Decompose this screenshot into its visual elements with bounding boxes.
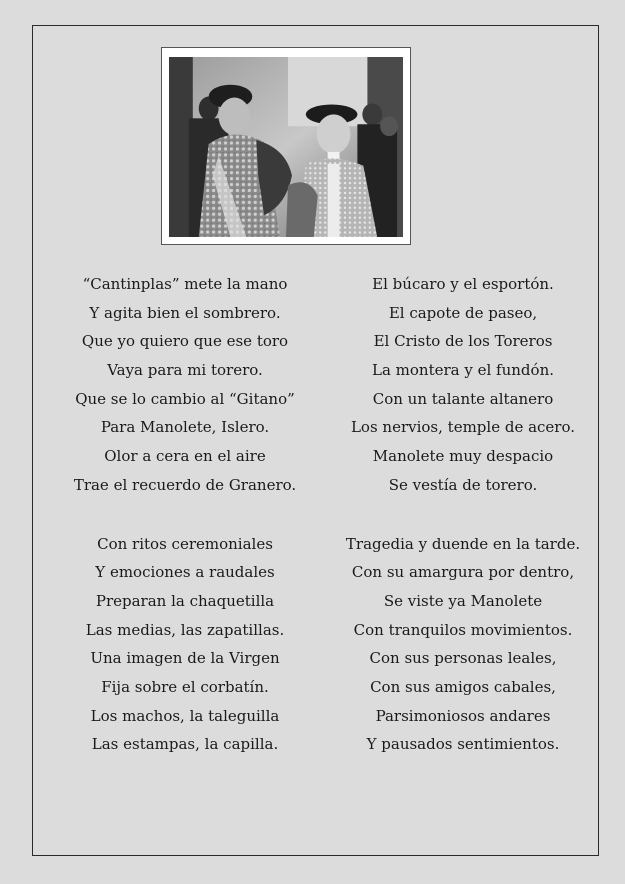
poem-line: El búcaro y el esportón.: [372, 275, 554, 293]
stanza: [318, 530, 608, 760]
poem-line: “Cantinplas” mete la mano: [82, 275, 288, 293]
stanza: [40, 270, 330, 500]
poem-line: Con ritos ceremoniales: [97, 534, 273, 553]
stanza: [40, 530, 330, 760]
poem-left-column: [40, 270, 330, 759]
poem-line: Los machos, la taleguilla: [90, 706, 280, 725]
poem-line: Trae el recuerdo de Granero.: [73, 475, 297, 494]
poem-line: Se vestía de torero.: [388, 475, 538, 494]
poem-line: Y agita bien el sombrero.: [89, 303, 281, 322]
photo-frame: [161, 47, 411, 245]
poem-line: Con su amargura por dentro,: [351, 563, 575, 582]
poem-line: Los nervios, temple de acero.: [350, 418, 576, 437]
poem-line: Las estampas, la capilla.: [91, 735, 279, 754]
poem-right-column: [318, 270, 608, 759]
poem-line: Y pausados sentimientos.: [366, 735, 560, 754]
poem-line: Se viste ya Manolete: [383, 591, 543, 610]
poem-line: Parsimoniosos andares: [375, 706, 551, 725]
stanza: [318, 270, 608, 500]
poem-line: El capote de paseo,: [388, 303, 538, 322]
poem-line: Con un talante altanero: [372, 389, 554, 408]
poem-line: Que yo quiero que ese toro: [81, 332, 289, 351]
poem-line: Que se lo cambio al “Gitano”: [75, 389, 295, 408]
bullfighters-photo-icon: [169, 57, 403, 237]
poem-line: Y emociones a raudales: [95, 563, 275, 582]
poem-line: Para Manolete, Islero.: [100, 418, 270, 437]
poem-line: Fija sobre el corbatín.: [101, 677, 269, 696]
poem-line: Las medias, las zapatillas.: [85, 620, 285, 639]
poem-line: Con sus amigos cabales,: [370, 677, 556, 696]
poem-line: Una imagen de la Virgen: [90, 649, 280, 668]
poem-line: Tragedia y duende en la tarde.: [345, 534, 581, 553]
poem-line: Olor a cera en el aire: [104, 447, 266, 466]
poem-line: El Cristo de los Toreros: [373, 332, 553, 351]
poem-line: Con sus personas leales,: [369, 649, 557, 668]
poem-line: Vaya para mi torero.: [107, 361, 263, 380]
poem-line: La montera y el fundón.: [372, 361, 554, 380]
poem-line: Manolete muy despacio: [372, 447, 554, 466]
poem-line: Preparan la chaquetilla: [95, 591, 275, 610]
poem-line: Con tranquilos movimientos.: [353, 620, 573, 639]
